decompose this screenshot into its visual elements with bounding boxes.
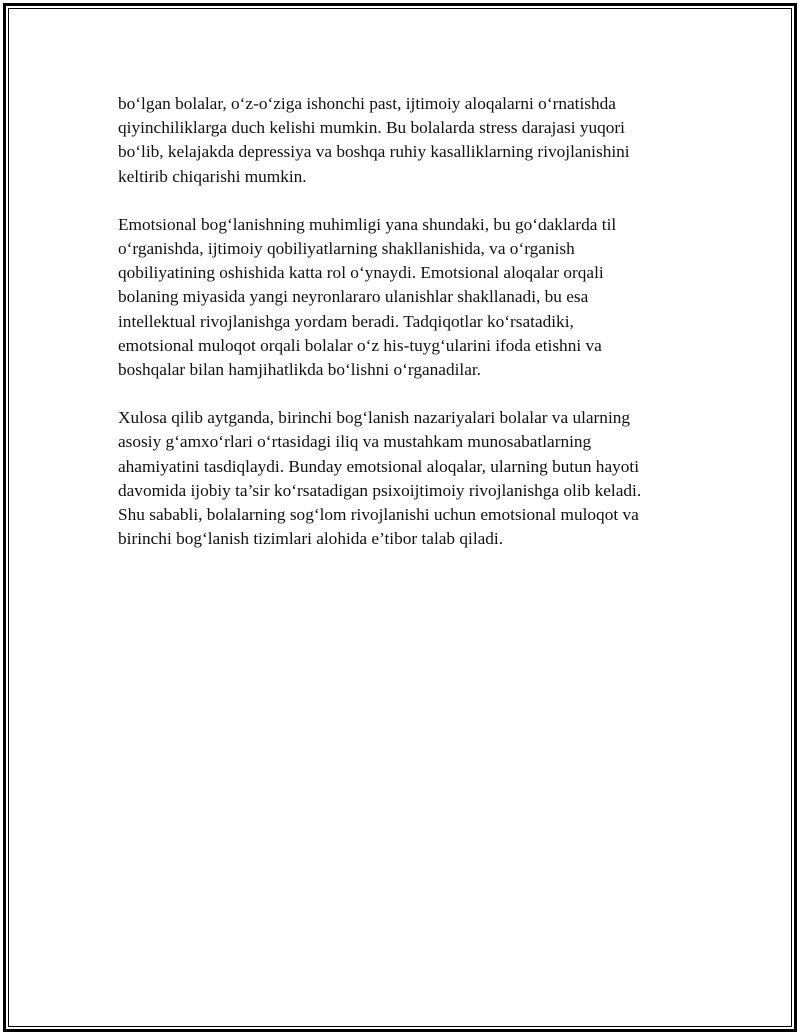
text-line: bo‘lgan bolalar, o‘z-o‘ziga ishonchi past, ijtimoiy aloqalarni o‘rnatishda [118, 94, 616, 113]
text-line: emotsional muloqot orqali bolalar o‘z his-tuyg‘ularini ifoda etishni va [118, 335, 602, 355]
text-line: qiyinchiliklarga duch kelishi mumkin. Bu bolalarda stress darajasi yuqori [118, 118, 625, 138]
text-line: Shu sababli, bolalarning sog‘lom rivojlanishi uchun emotsional muloqot va [118, 505, 639, 525]
text-line: intellektual rivojlanishga yordam beradi. Tadqiqotlar ko‘rsatadiki, [118, 311, 574, 331]
text-line: o‘rganishda, ijtimoiy qobiliyatlarning shakllanishida, va o‘rganish [118, 239, 575, 259]
paragraph-2 [118, 213, 698, 382]
text-line: birinchi bog‘lanish tizimlari alohida e’tibor talab qiladi. [118, 529, 504, 549]
text-line: ahamiyatini tasdiqlaydi. Bunday emotsional aloqalar, ularning butun hayoti [118, 456, 639, 476]
paragraph-3 [118, 406, 698, 551]
paragraph-1 [118, 92, 698, 189]
text-line: Xulosa qilib aytganda, birinchi bog‘lanish nazariyalari bolalar va ularning [118, 408, 631, 428]
text-line: Emotsional bog‘lanishning muhimligi yana shundaki, bu go‘daklarda til [118, 214, 617, 234]
text-line: boshqalar bilan hamjihatlikda bo‘lishni o‘rganadilar. [118, 360, 481, 380]
text-line: qobiliyatining oshishida katta rol o‘ynaydi. Emotsional aloqalar orqali [118, 263, 604, 283]
text-line: keltirib chiqarishi mumkin. [118, 166, 307, 186]
document-body [118, 92, 698, 575]
text-line: bo‘lib, kelajakda depressiya va boshqa ruhiy kasalliklarning rivojlanishini [118, 142, 630, 162]
text-line: davomida ijobiy ta’sir ko‘rsatadigan psixoijtimoiy rivojlanishga olib keladi. [118, 480, 642, 500]
text-line: asosiy g‘amxo‘rlari o‘rtasidagi iliq va mustahkam munosabatlarning [118, 432, 592, 452]
text-line: bolaning miyasida yangi neyronlararo ulanishlar shakllanadi, bu esa [118, 287, 589, 307]
